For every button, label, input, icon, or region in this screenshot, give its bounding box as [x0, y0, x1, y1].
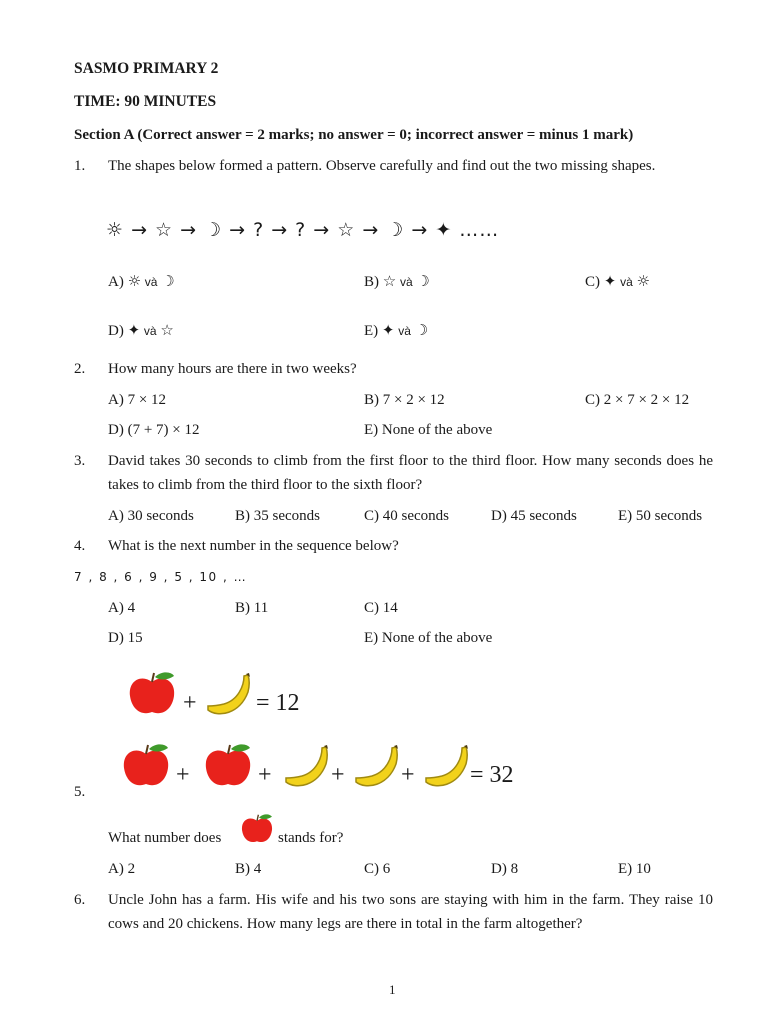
- q2-option-c: C) 2 × 7 × 2 × 12: [585, 392, 690, 408]
- section-heading: Section A (Correct answer = 2 marks; no answer = 0; incorrect answer = minus 1 mark): [74, 127, 634, 143]
- sparkle-icon: ✦: [381, 321, 395, 339]
- q3-text: David takes 30 seconds to climb from the first floor to the third floor. How many seconds does he takes to climb from the third floor to the sixth floor?: [108, 453, 713, 493]
- q1-option-e-va: và: [398, 324, 411, 338]
- q1-option-c-va: và: [620, 275, 633, 289]
- plus-sign: +: [331, 762, 345, 788]
- apple-icon: [200, 742, 256, 790]
- page-title: SASMO PRIMARY 2: [74, 60, 219, 77]
- q1-option-d-va: và: [143, 324, 157, 338]
- q3-option-a: A) 30 seconds: [108, 508, 194, 524]
- q5-question-before: What number does: [108, 830, 222, 846]
- q2-option-b: B) 7 × 2 × 12: [364, 392, 445, 408]
- page-number: 1: [389, 982, 396, 997]
- apple-icon: [118, 742, 174, 790]
- q4-number: 4.: [74, 538, 86, 554]
- q2-number: 2.: [74, 361, 86, 377]
- time-limit: TIME: 90 MINUTES: [74, 93, 217, 110]
- q1-option-d-label: D): [108, 323, 124, 339]
- q4-option-b: B) 11: [235, 600, 269, 616]
- plus-sign: +: [176, 762, 190, 788]
- banana-icon: [204, 672, 254, 718]
- q1-option-b-va: và: [399, 275, 413, 289]
- sun-icon: ☼: [636, 272, 650, 290]
- banana-icon: [282, 744, 332, 790]
- q1-option-e-label: E): [364, 323, 379, 339]
- apple-icon: [238, 812, 276, 846]
- q1-option-d: [108, 321, 174, 340]
- q5-option-e: E) 10: [618, 861, 651, 877]
- q5-question-after: stands for?: [278, 830, 344, 846]
- q2-option-d: D) (7 + 7) × 12: [108, 422, 200, 438]
- q1-option-e: [364, 321, 428, 340]
- star-icon: ☆: [382, 272, 397, 290]
- q4-option-d: D) 15: [108, 630, 143, 646]
- q1-option-a-va: và: [144, 275, 158, 289]
- apple-icon: [124, 670, 180, 718]
- sparkle-icon: ✦: [603, 272, 617, 290]
- moon-icon: ☽: [414, 321, 429, 339]
- q1-option-b: [364, 272, 430, 291]
- q1-text: The shapes below formed a pattern. Observe carefully and find out the two missing shapes.: [108, 158, 656, 174]
- plus-sign: +: [183, 690, 197, 716]
- q1-option-c-label: C): [585, 274, 600, 290]
- sun-icon: ☼: [127, 272, 142, 290]
- banana-icon: [352, 744, 402, 790]
- star-icon: ☆: [160, 321, 174, 339]
- q3-option-b: B) 35 seconds: [235, 508, 320, 524]
- q3-option-e: E) 50 seconds: [618, 508, 703, 524]
- q1-option-a-label: A): [108, 274, 124, 290]
- q1-number: 1.: [74, 158, 86, 174]
- plus-sign: +: [401, 762, 415, 788]
- q5-number: 5.: [74, 784, 86, 800]
- q1-pattern: ☼ → ☆ → ☽ → ? → ? → ☆ → ☽ → ✦ ……: [106, 219, 500, 241]
- q3-option-c: C) 40 seconds: [364, 508, 449, 524]
- q1-option-c: [585, 272, 650, 291]
- q4-option-c: C) 14: [364, 600, 398, 616]
- q2-text: How many hours are there in two weeks?: [108, 361, 357, 377]
- q4-text: What is the next number in the sequence below?: [108, 538, 399, 554]
- q4-option-e: E) None of the above: [364, 630, 493, 646]
- q6-number: 6.: [74, 892, 86, 908]
- q2-option-e: E) None of the above: [364, 422, 493, 438]
- q3-number: 3.: [74, 453, 86, 469]
- q2-option-a: A) 7 × 12: [108, 392, 167, 408]
- equation-2-result: = 32: [470, 762, 514, 788]
- q5-option-c: C) 6: [364, 861, 391, 877]
- q4-sequence: 7 , 8 , 6 , 9 , 5 , 10 , …: [74, 570, 248, 584]
- equation-1-result: = 12: [256, 690, 300, 716]
- q5-option-d: D) 8: [491, 861, 519, 877]
- plus-sign: +: [258, 762, 272, 788]
- q5-option-b: B) 4: [235, 861, 262, 877]
- q3-option-d: D) 45 seconds: [491, 508, 577, 524]
- moon-icon: ☽: [161, 272, 175, 290]
- banana-icon: [422, 744, 472, 790]
- q6-text: Uncle John has a farm. His wife and his two sons are staying with him in the farm. They raise 10 cows and 20 chickens. How many legs are there in total in the farm altogether?: [108, 892, 713, 932]
- q5-option-a: A) 2: [108, 861, 136, 877]
- q4-option-a: A) 4: [108, 600, 136, 616]
- q1-option-b-label: B): [364, 274, 379, 290]
- q1-option-a: [108, 272, 175, 291]
- sparkle-icon: ✦: [127, 321, 141, 339]
- moon-icon: ☽: [416, 272, 430, 290]
